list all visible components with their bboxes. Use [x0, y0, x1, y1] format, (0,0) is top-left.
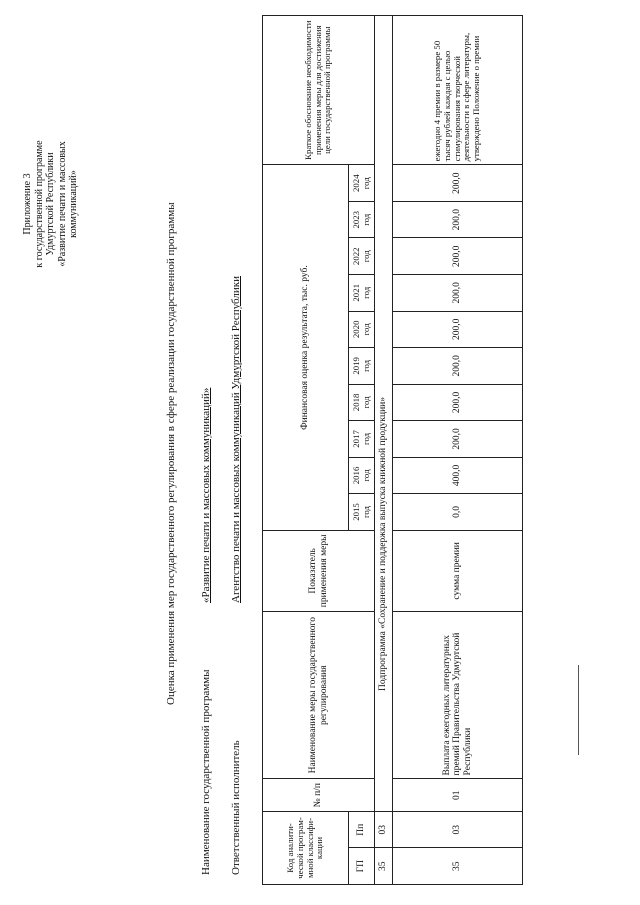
- appendix-line: Приложение 3: [22, 173, 33, 235]
- appendix-line: коммуникаций»: [68, 170, 79, 238]
- row-measure: Выплата ежегодных литературных премий Правительства Удмуртской Республики: [393, 611, 523, 779]
- row-gp: 35: [393, 848, 523, 885]
- row-value: 200,0: [393, 348, 523, 385]
- gp-header: ГП: [349, 848, 375, 885]
- year-header: 2015 год: [349, 494, 375, 531]
- year-header: 2018 год: [349, 384, 375, 421]
- row-value: 200,0: [393, 201, 523, 238]
- executor-label: Ответственный исполнитель: [230, 740, 242, 875]
- row-value: 400,0: [393, 457, 523, 494]
- subprogram-gp: 35: [375, 848, 393, 885]
- year-header: 2022 год: [349, 238, 375, 275]
- year-header: 2016 год: [349, 457, 375, 494]
- appendix-line: «Развитие печати и массовых: [56, 141, 68, 267]
- row-value: 200,0: [393, 311, 523, 348]
- year-header: 2024 год: [349, 165, 375, 202]
- financial-header: Финансовая оценка результата, тыс. руб.: [263, 165, 349, 530]
- signature-line: [578, 665, 579, 755]
- year-header: 2017 год: [349, 421, 375, 458]
- row-pp: 03: [393, 811, 523, 848]
- row-value: 0,0: [393, 494, 523, 531]
- appendix-line: к государственной программе: [33, 140, 45, 268]
- year-header: 2023 год: [349, 201, 375, 238]
- year-header: 2021 год: [349, 275, 375, 312]
- row-value: 200,0: [393, 275, 523, 312]
- code-header: Код аналити-ческой програм-мной классифи-кации: [263, 811, 349, 884]
- row-value: 200,0: [393, 421, 523, 458]
- subprogram-title: Подпрограмма «Сохранение и поддержка выпуска книжной продукции»: [375, 16, 393, 812]
- row-value: 200,0: [393, 384, 523, 421]
- measure-header: Наименование меры государственного регулирования: [263, 611, 375, 779]
- subprogram-pp: 03: [375, 811, 393, 848]
- program-label: Наименование государственной программы: [200, 669, 212, 875]
- row-num: 01: [393, 779, 523, 811]
- pp-header: Пп: [349, 811, 375, 848]
- indicator-header: Показатель применения меры: [263, 530, 375, 611]
- document-title: Оценка применения мер государственного регулирования в сфере реализации государственной программы: [165, 202, 177, 705]
- appendix-line: Удмуртской Республики: [45, 152, 56, 256]
- appendix-block: [22, 94, 80, 314]
- measures-table: [262, 15, 523, 885]
- row-value: 200,0: [393, 238, 523, 275]
- rationale-header: Краткое обоснование необходимости применения меры для достижения цели государственной программы: [263, 16, 375, 165]
- row-value: 200,0: [393, 165, 523, 202]
- year-header: 2019 год: [349, 348, 375, 385]
- year-header: 2020 год: [349, 311, 375, 348]
- program-name: «Развитие печати и массовых коммуникаций»: [200, 387, 212, 603]
- row-indicator: сумма премии: [393, 530, 523, 611]
- num-header: № п/п: [263, 779, 375, 811]
- row-rationale: ежегодно 4 премии в размере 50 тысяч рублей каждая с целью стимулирования творческой деятельности в сфере литературы, утверждено Положение о премии: [393, 16, 523, 165]
- executor-name: Агентство печати и массовых коммуникаций Удмуртской Республики: [230, 276, 242, 603]
